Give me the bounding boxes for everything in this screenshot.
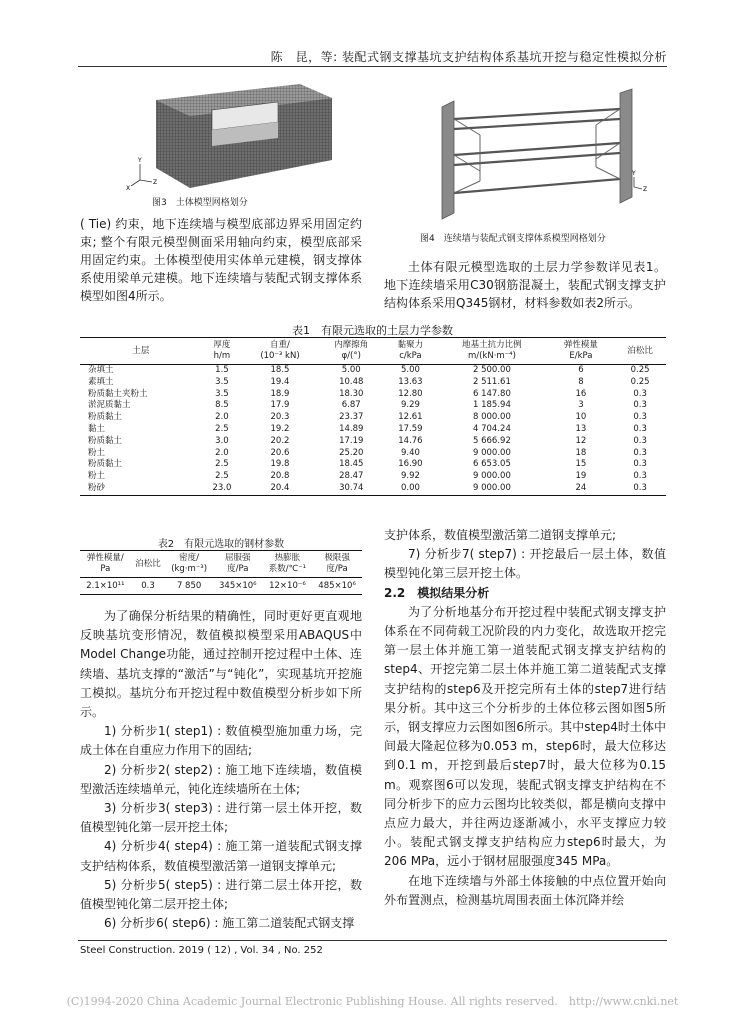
column-header: 极限强 度/Pa bbox=[324, 553, 350, 574]
table-cell: 0.25 bbox=[630, 376, 650, 387]
table-cell: 6 653.05 bbox=[473, 459, 511, 470]
table-cell: 淤泥质黏土 bbox=[88, 400, 131, 411]
running-title: 陈 昆，等: 装配式钢支撑基坑支护结构体系基坑开挖与稳定性模拟分析 bbox=[270, 50, 667, 64]
table-cell: 0.3 bbox=[633, 447, 647, 458]
table-cell: 23.0 bbox=[212, 482, 232, 493]
table-cell: 18 bbox=[575, 447, 587, 458]
table-cell: 14.76 bbox=[398, 435, 423, 446]
table-cell: 30.74 bbox=[339, 482, 364, 493]
table-cell: 23.37 bbox=[339, 412, 364, 423]
column-header: 土层 bbox=[132, 345, 150, 356]
table-cell: 6 bbox=[578, 365, 584, 375]
figure-4-steel-support bbox=[420, 85, 660, 225]
journal-footer: Steel Construction. 2019 ( 12) , Vol. 34 , No. 252 bbox=[80, 945, 323, 956]
figure-3-soil-mesh bbox=[100, 82, 335, 194]
table-cell: 12.61 bbox=[398, 412, 423, 423]
table-cell: 5.00 bbox=[341, 365, 361, 375]
table-cell: 24 bbox=[575, 482, 587, 493]
table-cell: 2 500.00 bbox=[473, 365, 511, 375]
table-row bbox=[80, 412, 666, 424]
table-cell: 2.0 bbox=[215, 412, 229, 423]
table-row bbox=[80, 424, 666, 436]
table-cell: 2.5 bbox=[215, 459, 229, 470]
table-cell: 素填土 bbox=[88, 376, 114, 387]
table-cell: 19.4 bbox=[270, 376, 290, 387]
table-row bbox=[80, 459, 666, 471]
paragraph-intro: 为了确保分析结果的精确性，同时更好更直观地反映基坑变形情况，数值模拟模型采用ABAQUS中Model Change功能，通过控制开挖过程中土体、连续墙、基坑支撑的“激活”与“钝化”，实现基坑开挖施工模拟。基坑分布开挖过程中数值模型分析步如下所示。 bbox=[80, 609, 362, 720]
table-cell: 1.5 bbox=[215, 365, 229, 375]
table-cell: 19.2 bbox=[270, 423, 290, 434]
table-cell: 19 bbox=[575, 471, 587, 482]
table-cell: 杂填土 bbox=[88, 365, 114, 375]
column-header: 地基土抗力比例 m/(kN·m⁻⁴) bbox=[462, 340, 522, 361]
column-header: 自重/ (10⁻³ kN) bbox=[260, 340, 300, 361]
table-cell: 5 666.92 bbox=[473, 435, 511, 446]
list-item-step6: 6) 分析步6( step6) : 施工第二道装配式钢支撑 bbox=[104, 916, 355, 931]
column-header: 内摩擦角 φ/(°) bbox=[334, 340, 369, 361]
table-cell: 13.63 bbox=[398, 376, 423, 387]
table-row bbox=[80, 448, 666, 460]
left-column bbox=[80, 607, 362, 933]
table-cell: 345×10⁶ bbox=[219, 581, 257, 591]
table-cell: 3.0 bbox=[215, 435, 229, 446]
table-cell: 9.29 bbox=[400, 400, 420, 411]
paragraph-results: 为了分析地基分布开挖过程中装配式钢支撑支护体系在不同荷载工况阶段的内力变化，故选取开挖完第一层土体并施工第一道装配式钢支撑支护结构的step4、开挖完第二层土体并施工第二道装配式支撑支护结构的step6及开挖完所有土体的step7进行结果分析。其中这三个分析步的土体位移云图如图5所示，钢支撑应力云图如图6所示。其中step4时土体中间最大隆起位移为0.053 m，step6时，最大位移达到0.1 m，开挖到最后step7时，最大位移为0.15 m。观察图6可以发现，装配式钢支撑支护结构在不同分析步下的应力云图均比较类似，都是横向支撑中点应力最大，并往两边逐渐减小，水平支撑应力较小。装配式钢支撑支护结构应力step6时最大，为206 MPa，远小于钢材屈服强度345 MPa。 bbox=[384, 604, 666, 869]
table-cell: 8 000.00 bbox=[473, 412, 511, 423]
table-cell: 10.48 bbox=[339, 376, 364, 387]
table-cell: 0.3 bbox=[633, 471, 647, 482]
table-2-steel-parameters bbox=[80, 550, 362, 595]
table-cell: 8.5 bbox=[215, 400, 229, 411]
table-cell: 2.0 bbox=[215, 447, 229, 458]
paragraph-soil-params: 土体有限元模型选取的土层力学参数详见表1。地下连续墙采用C30钢筋混凝土，装配式钢支撑支护结构体系采用Q345钢材，材料参数如表2所示。 bbox=[384, 260, 666, 310]
list-item-step7: 7) 分析步7( step7) : 开挖最后一层土体，数值模型钝化第三层开挖土体。 bbox=[384, 547, 666, 581]
table-cell: 黏土 bbox=[88, 423, 106, 434]
list-item-step1: 1) 分析步1( step1) : 数值模型施加重力场，完成土体在自重应力作用下的固结; bbox=[80, 724, 362, 758]
column-header: 弹性模量/ Pa bbox=[86, 553, 124, 574]
table-cell: 粉质黏土 bbox=[88, 435, 123, 446]
table-cell: 13 bbox=[575, 423, 587, 434]
column-header: 泊松比 bbox=[627, 345, 653, 356]
table-cell: 0.3 bbox=[633, 423, 647, 434]
table-cell: 粉砂 bbox=[88, 482, 106, 493]
table-cell: 12×10⁻⁶ bbox=[269, 581, 306, 591]
section-heading: 2.2 模拟结果分析 bbox=[384, 585, 490, 600]
footer-rule bbox=[78, 940, 667, 941]
column-header: 黏聚力 c/kPa bbox=[397, 340, 424, 361]
table-cell: 粉质黏土夹粉土 bbox=[88, 388, 148, 399]
table-cell: 12.80 bbox=[398, 388, 423, 399]
table-cell: 0.3 bbox=[633, 412, 647, 423]
table-cell: 485×10⁶ bbox=[318, 581, 356, 591]
list-item-step4: 4) 分析步4( step4) : 施工第一道装配式钢支撑支护结构体系，数值模型激活第一道钢支撑单元; bbox=[80, 839, 362, 873]
table-2-title: 表2 有限元选取的钢材参数 bbox=[157, 539, 285, 550]
table-cell: 3 bbox=[578, 400, 584, 411]
table-header-row bbox=[80, 338, 666, 365]
table-cell: 8 bbox=[578, 376, 584, 387]
table-cell: 16.90 bbox=[398, 459, 423, 470]
table-cell: 18.9 bbox=[270, 388, 290, 399]
table-row bbox=[80, 578, 362, 595]
table-cell: 0.00 bbox=[400, 482, 420, 493]
table-row bbox=[80, 365, 666, 377]
table-cell: 14.89 bbox=[339, 423, 364, 434]
table-cell: 16 bbox=[575, 388, 587, 399]
table-row bbox=[80, 471, 666, 483]
table-cell: 20.8 bbox=[270, 471, 290, 482]
table-cell: 粉土 bbox=[88, 447, 106, 458]
table-cell: 0.3 bbox=[141, 581, 155, 591]
running-header bbox=[0, 44, 745, 68]
table-cell: 18.45 bbox=[339, 459, 364, 470]
table-cell: 9.40 bbox=[400, 447, 420, 458]
table-cell: 9 000.00 bbox=[473, 482, 511, 493]
table-header-row bbox=[80, 551, 362, 578]
table-cell: 12 bbox=[575, 435, 587, 446]
table-cell: 0.25 bbox=[630, 365, 650, 375]
list-item-step3: 3) 分析步3( step3) : 进行第一层土体开挖，数值模型钝化第一层开挖土体; bbox=[80, 801, 362, 835]
table-cell: 粉土 bbox=[88, 471, 106, 482]
table-cell: 9.92 bbox=[400, 471, 420, 482]
table-cell: 2 511.61 bbox=[473, 376, 511, 387]
table-cell: 0.3 bbox=[633, 435, 647, 446]
table-row bbox=[80, 483, 666, 495]
table-cell: 19.8 bbox=[270, 459, 290, 470]
table-cell: 17.9 bbox=[270, 400, 290, 411]
table-cell: 2.5 bbox=[215, 423, 229, 434]
table-cell: 粉质黏土 bbox=[88, 412, 123, 423]
table-cell: 18.5 bbox=[270, 365, 290, 375]
header-rule bbox=[78, 66, 667, 67]
column-header: 屈服强 度/Pa bbox=[225, 553, 251, 574]
table-cell: 20.6 bbox=[270, 447, 290, 458]
table-cell: 20.4 bbox=[270, 482, 290, 493]
axis-label: Y bbox=[632, 170, 636, 177]
column-header: 弹性模量 E/kPa bbox=[563, 340, 598, 361]
table-row bbox=[80, 436, 666, 448]
table-cell: 3.5 bbox=[215, 388, 229, 399]
figure-3-caption: 图3 土体模型网格划分 bbox=[152, 198, 248, 208]
table-cell: 5.00 bbox=[400, 365, 420, 375]
table-cell: 2.1×10¹¹ bbox=[86, 581, 125, 591]
column-header: 热膨胀 系数/℃⁻¹ bbox=[268, 553, 307, 574]
table-cell: 3.5 bbox=[215, 376, 229, 387]
table-row bbox=[80, 389, 666, 401]
paragraph-measurement: 在地下连续墙与外部土体接触的中点位置开始向外布置测点，检测基坑周围表面土体沉降并绘 bbox=[384, 873, 666, 907]
copyright-notice: (C)1994-2020 China Academic Journal Electronic Publishing House. All rights reserved. http://www.cnki.net bbox=[66, 995, 679, 1008]
paragraph-constraints: ( Tie) 约束，地下连续墙与模型底部边界采用固定约束; 整个有限元模型侧面采用轴向约束，模型底部采用固定约束。土体模型使用实体单元建模，钢支撑体系使用梁单元建模。地下连续墙与装配式钢支撑体系模型如图4所示。 bbox=[80, 217, 362, 303]
table-cell: 4 704.24 bbox=[473, 423, 511, 434]
table-cell: 20.3 bbox=[270, 412, 290, 423]
figure-4-caption: 图4 连续墙与装配式钢支撑体系模型网格划分 bbox=[420, 234, 606, 244]
table-cell: 6.87 bbox=[341, 400, 361, 411]
table-cell: 25.20 bbox=[339, 447, 364, 458]
table-cell: 10 bbox=[575, 412, 587, 423]
table-cell: 17.59 bbox=[398, 423, 423, 434]
table-cell: 7 850 bbox=[176, 581, 202, 591]
table-cell: 18.30 bbox=[339, 388, 364, 399]
table-1-soil-parameters bbox=[80, 337, 666, 496]
column-header: 厚度 h/m bbox=[213, 340, 231, 361]
table-cell: 粉质黏土 bbox=[88, 459, 123, 470]
table-cell: 20.2 bbox=[270, 435, 290, 446]
table-cell: 9 000.00 bbox=[473, 471, 511, 482]
right-column bbox=[384, 526, 666, 910]
axis-label: Z bbox=[153, 179, 158, 186]
table-cell: 17.19 bbox=[339, 435, 364, 446]
axis-label: X bbox=[126, 185, 131, 192]
list-item-step2: 2) 分析步2( step2) : 施工地下连续墙，数值模型激活连续墙单元，钝化连续墙所在土体; bbox=[80, 762, 362, 796]
column-header: 密度/ (kg·m⁻³) bbox=[171, 553, 208, 574]
table-cell: 15 bbox=[575, 459, 587, 470]
table-row bbox=[80, 400, 666, 412]
table-cell: 6 147.80 bbox=[473, 388, 511, 399]
table-cell: 0.3 bbox=[633, 459, 647, 470]
list-item-step5: 5) 分析步5( step5) : 进行第二层土体开挖，数值模型钝化第二层开挖土体; bbox=[80, 877, 362, 912]
table-cell: 28.47 bbox=[339, 471, 364, 482]
table-1-title: 表1 有限元选取的土层力学参数 bbox=[292, 324, 453, 337]
list-item-step6-cont: 支护体系，数值模型激活第二道钢支撑单元; bbox=[384, 528, 617, 542]
axis-label: Y bbox=[138, 157, 142, 164]
table-cell: 9 000.00 bbox=[473, 447, 511, 458]
table-cell: 0.3 bbox=[633, 482, 647, 493]
table-cell: 0.3 bbox=[633, 388, 647, 399]
column-header: 泊松比 bbox=[135, 558, 161, 569]
table-cell: 1 185.94 bbox=[473, 400, 511, 411]
table-row bbox=[80, 377, 666, 389]
axis-label: Z bbox=[643, 186, 648, 193]
table-cell: 2.5 bbox=[215, 471, 229, 482]
table-cell: 0.3 bbox=[633, 400, 647, 411]
